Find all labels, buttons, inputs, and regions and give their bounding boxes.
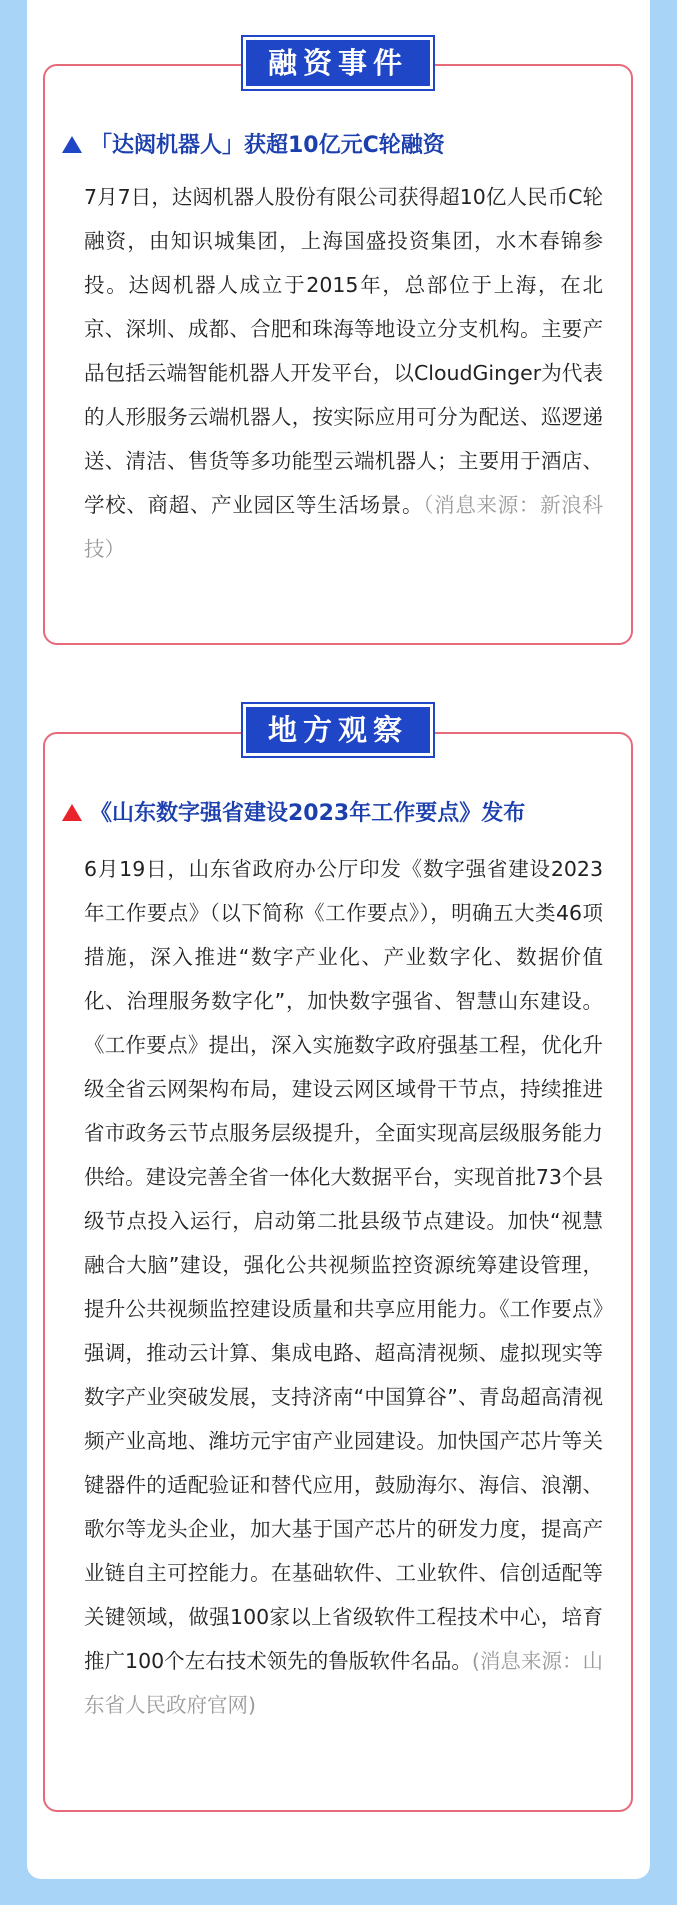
local-observation-headline[interactable]	[62, 798, 622, 830]
financing-article	[84, 175, 603, 571]
section-tab-financing: 融资事件	[243, 37, 433, 89]
section-tab-local-observation: 地方观察	[243, 704, 433, 756]
local-observation-body: 6月19日，山东省政府办公厅印发《数字强省建设2023年工作要点》（以下简称《工作要点》），明确五大类46项措施，深入推进“数字产业化、产业数字化、数据价值化、治理服务数字化”，加快数字强省、智慧山东建设。《工作要点》提出，深入实施数字政府强基工程，优化升级全省云网架构布局，建设云网区域骨干节点，持续推进省市政务云节点服务层级提升，全面实现高层级服务能力供给。建设完善全省一体化大数据平台，实现首批73个县级节点投入运行，启动第二批县级节点建设。加快“视慧融合大脑”建设，强化公共视频监控资源统筹建设管理，提升公共视频监控建设质量和共享应用能力。《工作要点》强调，推动云计算、集成电路、超高清视频、虚拟现实等数字产业突破发展，支持济南“中国算谷”、青岛超高清视频产业高地、潍坊元宇宙产业园建设。加快国产芯片等关键器件的适配验证和替代应用，鼓励海尔、海信、浪潮、歌尔等龙头企业，加大基于国产芯片的研发力度，提高产业链自主可控能力。在基础软件、工业软件、信创适配等关键领域，做强100家以上省级软件工程技术中心，培育推广100个左右技术领先的鲁版软件名品。	[84, 857, 603, 1673]
local-observation-headline-text: 《山东数字强省建设2023年工作要点》发布	[90, 801, 526, 826]
financing-headline-text: 「达闼机器人」获超10亿元C轮融资	[90, 133, 445, 158]
financing-source: （消息来源：新浪科技）	[84, 493, 604, 561]
financing-body: 7月7日，达闼机器人股份有限公司获得超10亿人民币C轮融资，由知识城集团，上海国盛投资集团，水木春锦参投。达闼机器人成立于2015年，总部位于上海，在北京、深圳、成都、合肥和珠海等地设立分支机构。主要产品包括云端智能机器人开发平台，以CloudGinger为代表的人形服务云端机器人，按实际应用可分为配送、巡逻递送、清洁、售货等多功能型云端机器人；主要用于酒店、学校、商超、产业园区等生活场景。	[84, 185, 603, 517]
blue-triangle-icon	[62, 136, 82, 153]
financing-headline[interactable]	[62, 130, 622, 162]
local-observation-source: (消息来源：山东省人民政府官网)	[84, 1649, 603, 1717]
red-triangle-icon	[62, 804, 82, 821]
local-observation-article	[84, 847, 603, 1727]
